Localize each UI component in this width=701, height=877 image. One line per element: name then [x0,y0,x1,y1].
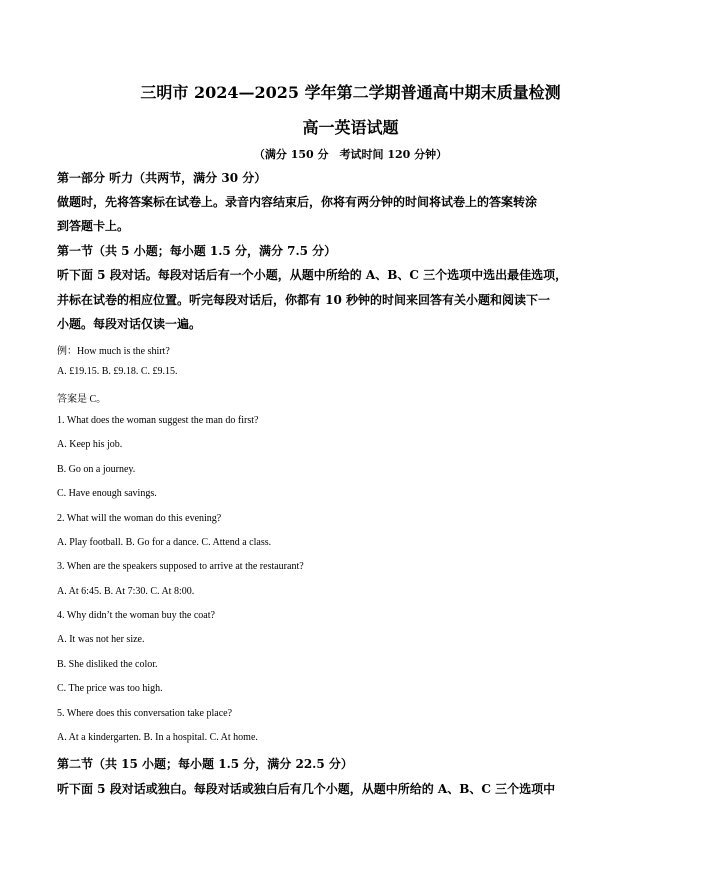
question-1-option-a: A. Keep his job. [57,439,123,450]
exam-title: 三明市 2024—2025 学年第二学期普通高中期末质量检测 [140,83,561,102]
section1-heading: 第一节（共 5 小题；每小题 1.5 分，满分 7.5 分） [57,244,337,258]
exam-info: （满分 150 分 考试时间 120 分钟） [253,148,448,161]
question-3: 3. When are the speakers supposed to arrive at the restaurant? [57,561,304,572]
question-4-option-a: A. It was not her size. [57,634,145,645]
example-answer: 答案是 C。 [57,394,107,405]
question-5-options: A. At a kindergarten. B. In a hospital. C. At home. [57,732,258,743]
question-5: 5. Where does this conversation take place? [57,708,233,719]
section2-heading: 第二节（共 15 小题；每小题 1.5 分，满分 22.5 分） [57,757,353,771]
example-question: 例：How much is the shirt? [57,346,170,357]
example-options: A. £19.15. B. £9.18. C. £9.15. [57,366,178,377]
exam-subtitle: 高一英语试题 [302,118,399,137]
section1-instruction-line2: 并标在试卷的相应位置。听完每段对话后，你都有 10 秒钟的时间来回答有关小题和阅读下一 [57,293,551,307]
part1-instruction-line2: 到答题卡上。 [57,219,130,233]
question-1: 1. What does the woman suggest the man do first? [57,415,259,426]
question-3-options: A. At 6:45. B. At 7:30. C. At 8:00. [57,586,195,597]
section1-instruction-line3: 小题。每段对话仅读一遍。 [57,317,202,331]
question-2-options: A. Play football. B. Go for a dance. C. Attend a class. [57,537,272,548]
question-1-option-c: C. Have enough savings. [57,488,157,499]
section1-instruction-line1: 听下面 5 段对话。每段对话后有一个小题，从题中所给的 A、B、C 三个选项中选出最佳选项， [57,268,568,282]
part1-heading: 第一部分 听力（共两节，满分 30 分） [57,171,267,185]
section2-instruction-line1: 听下面 5 段对话或独白。每段对话或独白后有几个小题，从题中所给的 A、B、C 三个选项中 [57,782,556,796]
question-4: 4. Why didn’t the woman buy the coat? [57,610,215,621]
question-4-option-c: C. The price was too high. [57,683,163,694]
question-2: 2. What will the woman do this evening? [57,513,222,524]
part1-instruction-line1: 做题时，先将答案标在试卷上。录音内容结束后，你将有两分钟的时间将试卷上的答案转涂 [57,195,538,209]
question-1-option-b: B. Go on a journey. [57,464,136,475]
question-4-option-b: B. She disliked the color. [57,659,158,670]
